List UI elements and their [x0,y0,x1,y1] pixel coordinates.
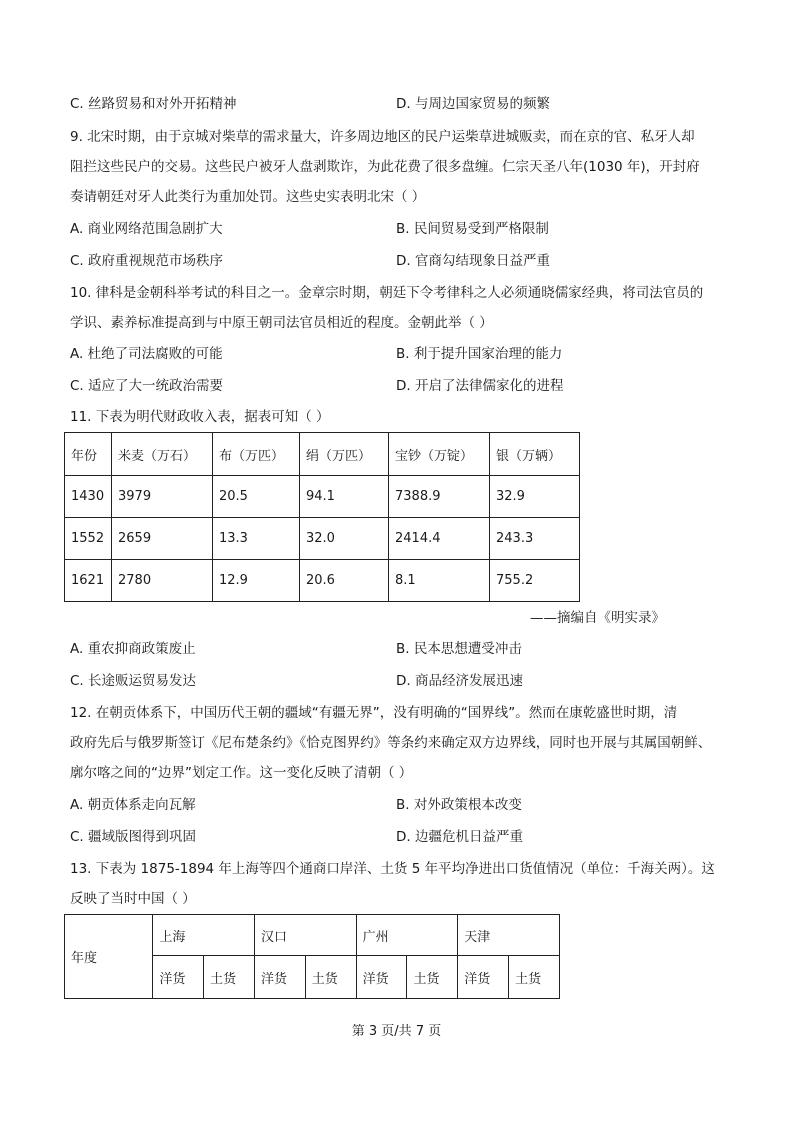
q9-option-c: C. 政府重视规范市场秩序 [70,253,224,269]
table-cell: 12.9 [213,560,300,602]
q11-finance-table [64,432,580,602]
q9-stem-line-1: 9. 北宋时期，由于京城对柴草的需求量大，许多周边地区的民户运柴草进城贩卖，而在京的官、私牙人却 [70,129,695,145]
table-header-cell: 银（万辆） [490,433,580,476]
q10-stem-line-2: 学识、素养标准提高到与中原王朝司法官员相近的程度。金朝此举（ ） [70,315,493,331]
table-header-cell: 布（万匹） [213,433,300,476]
table-cell: 3979 [112,476,213,518]
goods-header-cell: 洋货 [356,956,407,999]
q11-option-a: A. 重农抑商政策废止 [70,641,196,657]
q11-option-d: D. 商品经济发展迅速 [396,673,523,689]
q9-option-d: D. 官商勾结现象日益严重 [396,253,550,269]
q9-option-a: A. 商业网络范围急剧扩大 [70,221,223,237]
goods-header-cell: 土货 [407,956,458,999]
goods-header-cell: 土货 [305,956,356,999]
q13-stem-line-1: 13. 下表为 1875-1894 年上海等四个通商口岸洋、土货 5 年平均净进出口货值情况（单位：千海关两）。这 [70,861,715,877]
q10-option-c: C. 适应了大一统政治需要 [70,378,224,394]
q9-option-b: B. 民间贸易受到严格限制 [396,221,549,237]
table-row [65,476,580,518]
table-cell: 8.1 [389,560,490,602]
q11-source-citation: ——摘编自《明实录》 [530,610,665,626]
q13-stem-line-2: 反映了当时中国（ ） [70,891,196,907]
q10-option-b: B. 利于提升国家治理的能力 [396,346,563,362]
goods-header-cell: 土货 [204,956,255,999]
q10-option-d: D. 开启了法律儒家化的进程 [396,378,564,394]
table-header-row [65,433,580,476]
goods-header-cell: 洋货 [153,956,204,999]
table-cell: 755.2 [490,560,580,602]
q11-stem: 11. 下表为明代财政收入表，据表可知（ ） [70,409,330,425]
goods-header-cell: 洋货 [458,956,509,999]
table-cell: 1552 [65,518,112,560]
port-header-cell: 广州 [356,915,458,956]
port-header-cell: 上海 [153,915,255,956]
table-header-cell: 绢（万匹） [300,433,389,476]
q12-option-d: D. 边疆危机日益严重 [396,829,523,845]
q9-stem-line-3: 奏请朝廷对牙人此类行为重加处罚。这些史实表明北宋（ ） [70,189,426,205]
table-cell: 1621 [65,560,112,602]
table-row [65,560,580,602]
q12-stem-line-2: 政府先后与俄罗斯签订《尼布楚条约》《恰克图界约》等条约来确定双方边界线，同时也开展与其属国朝鲜、 [70,735,712,751]
q9-stem-line-2: 阻拦这些民户的交易。这些民户被牙人盘剥欺诈，为此花费了很多盘缠。仁宗天圣八年(1030 年)，开封府 [70,159,700,175]
table-cell: 94.1 [300,476,389,518]
table-cell: 2414.4 [389,518,490,560]
q11-option-c: C. 长途贩运贸易发达 [70,673,197,689]
table-header-row [65,915,560,956]
q10-stem-line-1: 10. 律科是金朝科举考试的科目之一。金章宗时期，朝廷下令考律科之人必须通晓儒家经典，将司法官员的 [70,285,704,301]
page-number-footer: 第 3 页/共 7 页 [351,1024,442,1039]
table-header-cell: 米麦（万石） [112,433,213,476]
table-header-cell: 宝钞（万锭） [389,433,490,476]
table-cell: 2780 [112,560,213,602]
q12-stem-line-3: 廓尔喀之间的“边界”划定工作。这一变化反映了清朝（ ） [70,765,413,781]
q8-option-c: C. 丝路贸易和对外开拓精神 [70,96,237,112]
q12-stem-line-1: 12. 在朝贡体系下，中国历代王朝的疆域“有疆无界”，没有明确的“国界线”。然而在康乾盛世时期，清 [70,705,678,721]
table-cell: 20.6 [300,560,389,602]
q8-option-d: D. 与周边国家贸易的频繁 [396,96,550,112]
table-cell: 2659 [112,518,213,560]
port-header-cell: 汉口 [254,915,356,956]
q11-option-b: B. 民本思想遭受冲击 [396,641,522,657]
table-cell: 243.3 [490,518,580,560]
q12-option-b: B. 对外政策根本改变 [396,797,522,813]
year-header-cell: 年度 [65,915,153,999]
q12-option-c: C. 疆域版图得到巩固 [70,829,197,845]
table-cell: 1430 [65,476,112,518]
table-cell: 32.0 [300,518,389,560]
port-header-cell: 天津 [458,915,560,956]
table-cell: 7388.9 [389,476,490,518]
goods-header-cell: 土货 [509,956,560,999]
table-header-cell: 年份 [65,433,112,476]
q10-option-a: A. 杜绝了司法腐败的可能 [70,346,223,362]
q13-trade-table [64,914,560,999]
table-cell: 20.5 [213,476,300,518]
table-row [65,518,580,560]
table-cell: 32.9 [490,476,580,518]
table-cell: 13.3 [213,518,300,560]
q12-option-a: A. 朝贡体系走向瓦解 [70,797,196,813]
goods-header-cell: 洋货 [254,956,305,999]
